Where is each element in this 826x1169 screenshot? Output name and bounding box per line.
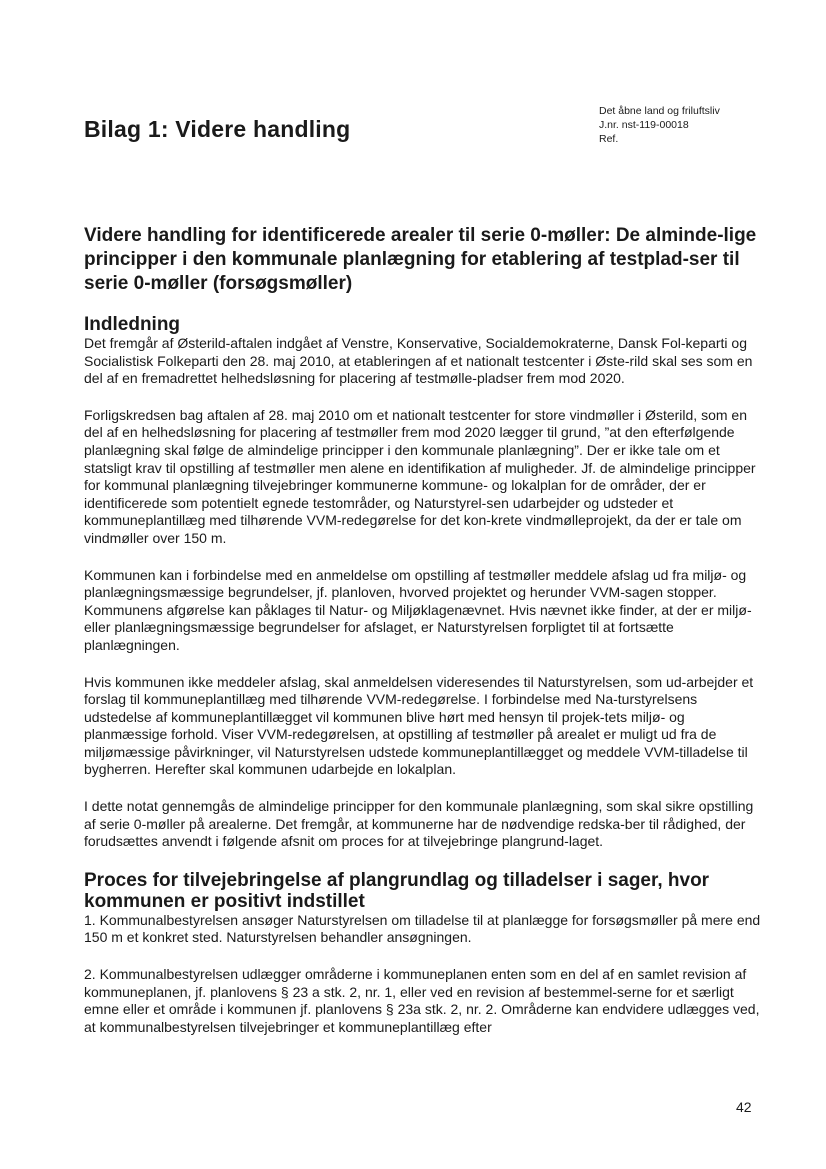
document-meta — [599, 104, 720, 146]
meta-reference: Ref. — [599, 133, 619, 145]
meta-journal-number: J.nr. nst-119-00018 — [599, 119, 689, 131]
paragraph: 2. Kommunalbestyrelsen udlægger områderne i kommuneplanen enten som en del af en samlet revision af kommuneplanen, jf. planlovens § 23 a stk. 2, nr. 1, eller ved en revision af bestemmel-serne for et særligt emne eller et område i kommunen jf. planlovens § 23a stk. 2, nr. 2. Områderne kan endvidere udlægges ved, at kommunalbestyrelsen tilvejebringer et kommuneplantillæg efter — [84, 966, 760, 1035]
paragraph: Det fremgår af Østerild-aftalen indgået af Venstre, Konservative, Socialdemokraterne, Dansk Fol-keparti og Socialistisk Folkeparti den 28. maj 2010, at etableringen af et nationalt testcenter i Øste-rild skal ses som en del af en fremadrettet helhedsløsning for placering af testmølle-pladser frem mod 2020. — [84, 335, 753, 387]
document-body — [84, 314, 764, 1055]
paragraph: Forligskredsen bag aftalen af 28. maj 2010 om et nationalt testcenter for store vindmøller i Østerild, som en del af en helhedsløsning for placering af testmøller frem mod 2020 lægger til grund, ”at den efterfølgende planlægning skal følge de almindelige principper i den kommunale planlægning”. Der er ikke tale om et statsligt krav til opstilling af testmøller men alene en identifikation af muligheder. Jf. de almindelige principper for kommunal planlægning tilvejebringer kommunerne kommune- og lokalplan for de områder, der er identificerede som potentielt egnede testområder, og Naturstyrel-sen udarbejder og udsteder et kommuneplantillæg med tilhørende VVM-redegørelse for det kon-krete vindmølleprojekt, da der er tale om vindmøller over 150 m. — [84, 406, 756, 546]
section-heading-indledning: Indledning — [84, 314, 181, 335]
page-number: 42 — [736, 1099, 752, 1115]
meta-department: Det åbne land og friluftsliv — [599, 105, 720, 117]
paragraph: I dette notat gennemgås de almindelige principper for den kommunale planlægning, som skal sikre opstilling af serie 0-møller på arealerne. Det fremgår, at kommunerne har de nødvendige redska-ber til rådighed, der forudsættes anvendt i følgende afsnit om proces for at tilvejebringe plangrund-laget. — [84, 798, 754, 850]
appendix-title: Bilag 1: Videre handling — [84, 116, 351, 142]
paragraph: 1. Kommunalbestyrelsen ansøger Naturstyrelsen om tilladelse til at planlægge for forsøgsmøller på mere end 150 m et konkret sted. Naturstyrelsen behandler ansøgningen. — [84, 911, 761, 946]
paragraph: Hvis kommunen ikke meddeler afslag, skal anmeldelsen videresendes til Naturstyrelsen, som ud-arbejder et forslag til kommuneplantillæg med tilhørende VVM-redegørelse. I forbindelse med Na-turstyrelsens udstedelse af kommuneplantillægget vil kommunen blive hørt med hensyn til projek-tets miljø- og planmæssige forhold. Viser VVM-redegørelsen, at opstilling af testmøller på arealet er muligt ud fra de miljømæssige påvirkninger, vil Naturstyrelsen udstede kommuneplantillægget og meddele VVM-tilladelse til bygherren. Herefter skal kommunen udarbejde en lokalplan. — [84, 673, 754, 778]
paragraph: Kommunen kan i forbindelse med en anmeldelse om opstilling af testmøller meddele afslag ud fra miljø- og planlægningsmæssige begrundelser, jf. planloven, hvorved projektet og herunder VVM-sagen stopper. Kommunens afgørelse kan påklages til Natur- og Miljøklagenævnet. Hvis nævnet ikke finder, at der er miljø- eller planlægningsmæssige begrundelser for afslaget, er Naturstyrelsen forpligtet til at fortsætte planlægningen. — [84, 566, 752, 653]
section-heading-proces: Proces for tilvejebringelse af plangrundlag og tilladelser i sager, hvor kommunen er positivt indstillet — [84, 869, 710, 912]
main-heading: Videre handling for identificerede arealer til serie 0-møller: De alminde-lige principper i den kommunale planlægning for etablering af testplad-ser til serie 0-møller (forsøgsmøller) — [84, 225, 757, 294]
